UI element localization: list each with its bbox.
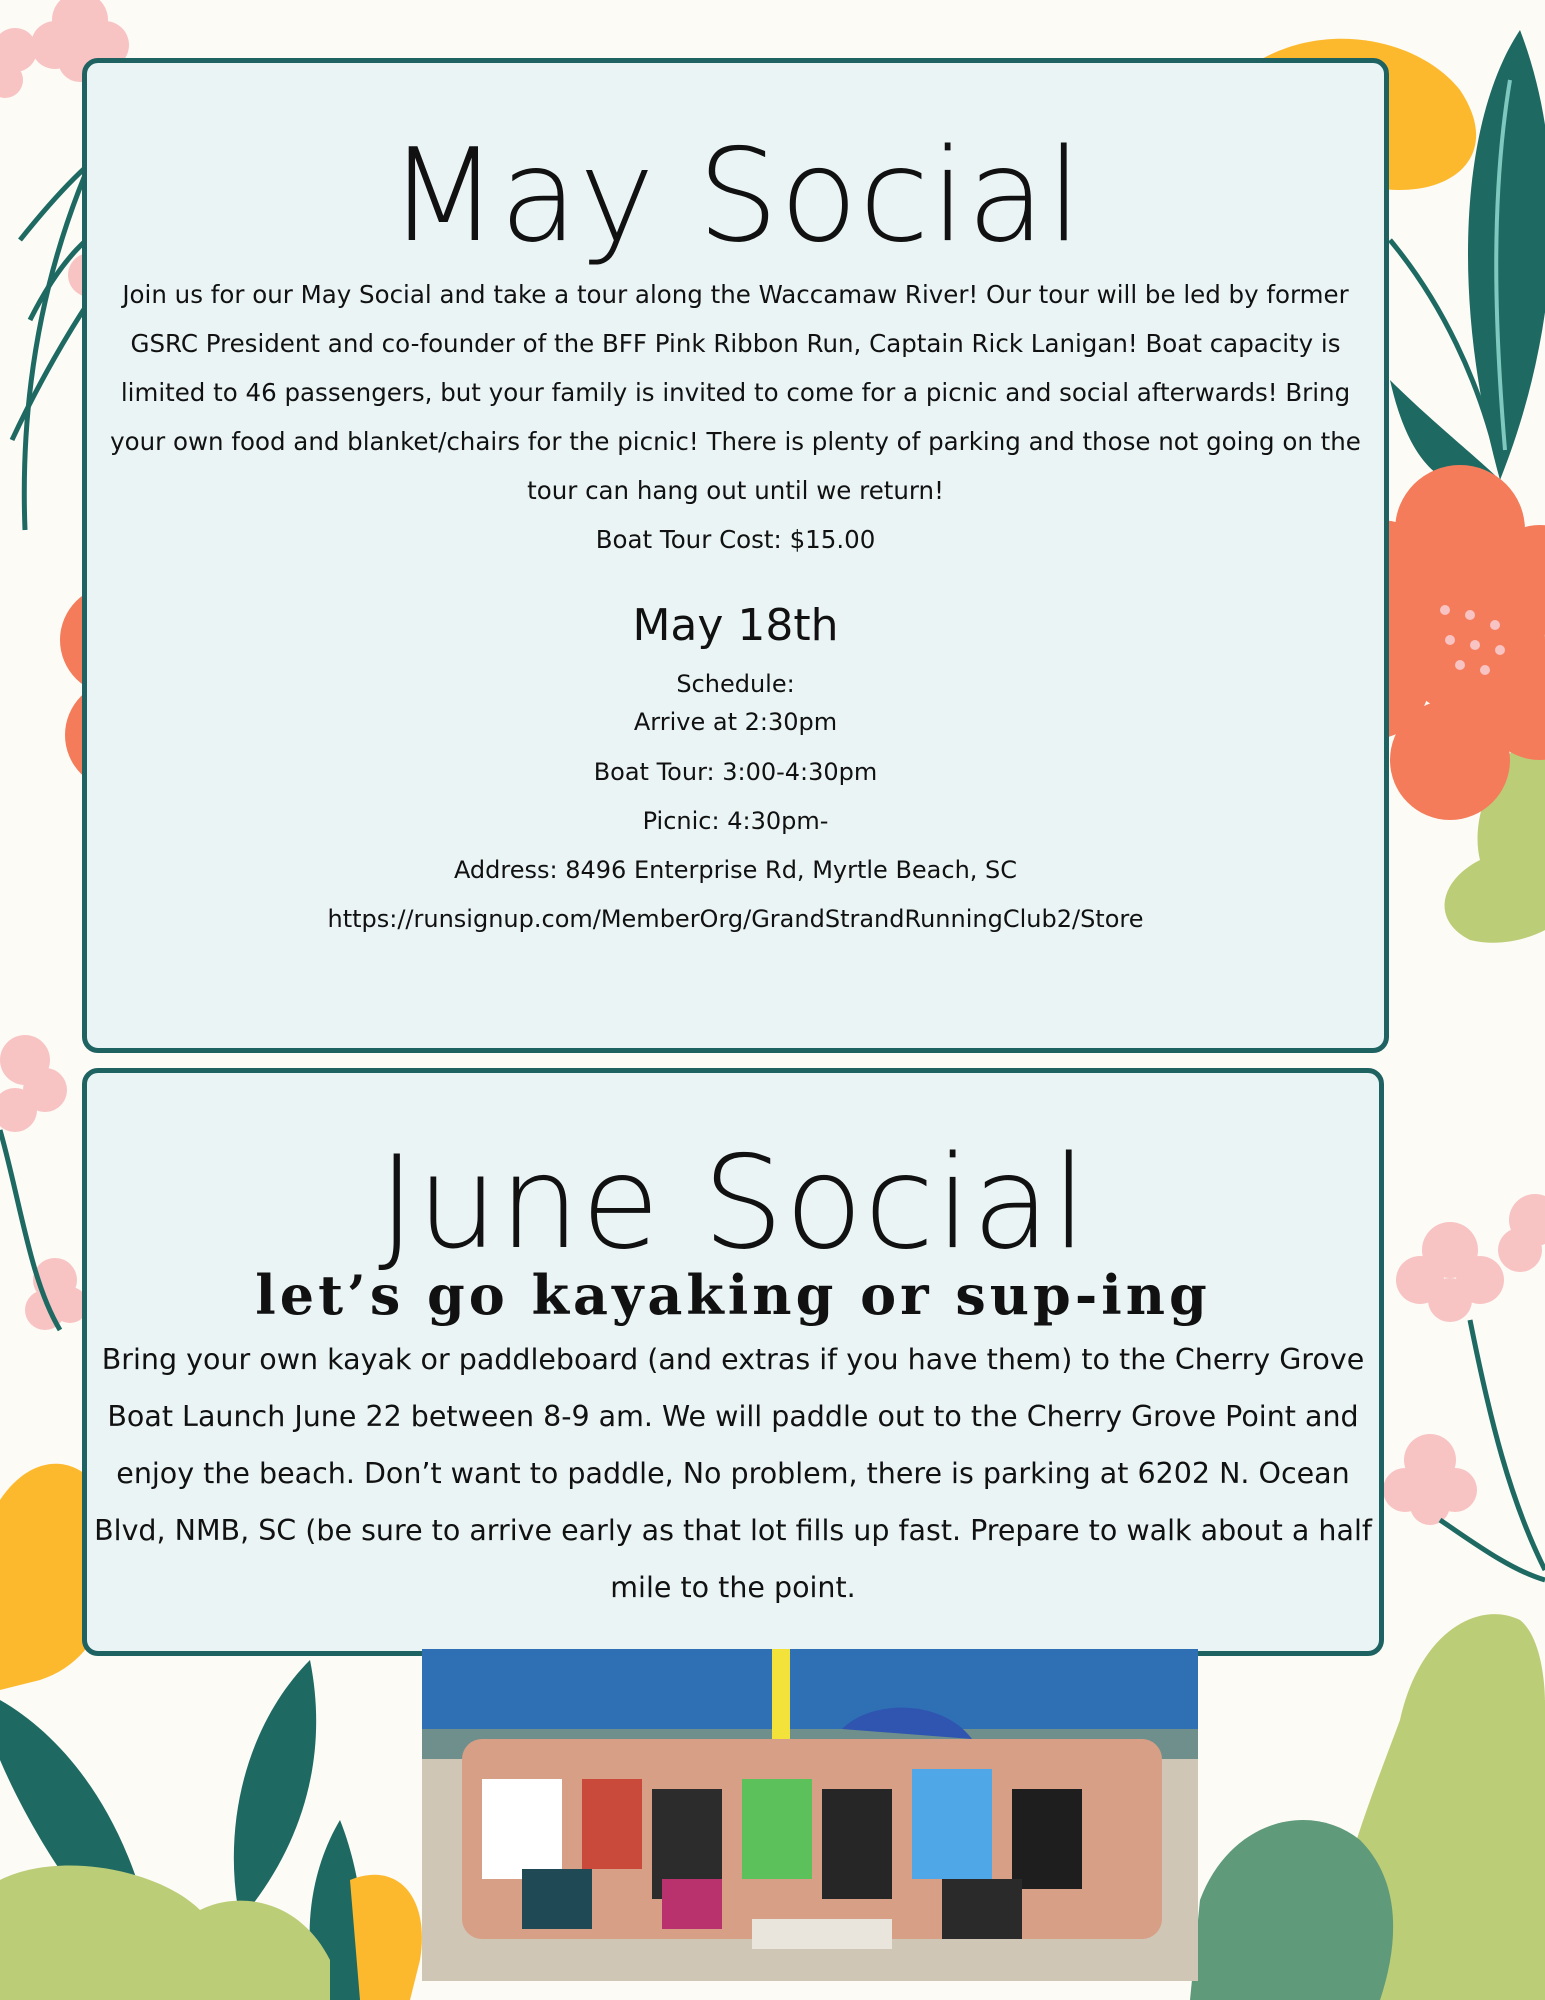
pink-flower-icon [1383,1434,1477,1525]
green-leaf-icon [1190,1820,1393,2000]
event-address: Address: 8496 Enterprise Rd, Myrtle Beach, SC [453,856,1018,884]
group-photo [422,1649,1198,1981]
june-social-title: June Social [378,1129,1088,1278]
june-social-subtitle: let’s go kayaking or sup-ing [255,1263,1211,1327]
teal-leaf-icon [234,1660,316,1920]
pink-flower-icon [1396,1222,1504,1322]
pink-flower-icon [1498,1194,1545,1272]
june-social-description: Bring your own kayak or paddleboard (and extras if you have them) to the Cherry Grove Boat Launch June 22 between 8-9 am. We will paddle out to the Cherry Grove Point and enjoy the beach. Don’t want to paddle, No problem, there is parking at 6202 N. Ocean Blvd, NMB, SC (be sure to arrive early as that lot fills up fast. Prepare to walk about a half mile to the point. [94,1343,1372,1604]
yellow-blob [350,1875,422,2000]
schedule-boat-tour: Boat Tour: 3:00-4:30pm [593,758,878,786]
may-social-title: May Social [388,122,1083,271]
schedule-arrive: Arrive at 2:30pm [633,708,838,736]
group-of-people [462,1739,1162,1949]
may-social-description: Join us for our May Social and take a tour along the Waccamaw River! Our tour will be led by former GSRC President and co-founder of the BFF Pink Ribbon Run, Captain Rick Lanigan! Boat capacity is limited to 46 passengers, but your family is invited to come for a picnic and social afterwards! Bring your own food and blanket/chairs for the picnic! There is plenty of parking and those not going on the tour can hang out until we return! [110,280,1361,505]
registration-link[interactable]: https://runsignup.com/MemberOrg/GrandStrandRunningClub2/Store [327,905,1144,933]
may-social-date: May 18th [632,600,839,651]
june-social-card [82,1068,1384,1656]
pink-flower-icon [0,1035,67,1132]
schedule-label: Schedule: [676,670,795,698]
lime-leaf-icon [0,1866,330,2000]
schedule-picnic: Picnic: 4:30pm- [642,807,829,835]
pink-flower-icon [0,28,37,98]
may-social-card [82,58,1389,1053]
boat-tour-cost: Boat Tour Cost: $15.00 [595,525,876,554]
